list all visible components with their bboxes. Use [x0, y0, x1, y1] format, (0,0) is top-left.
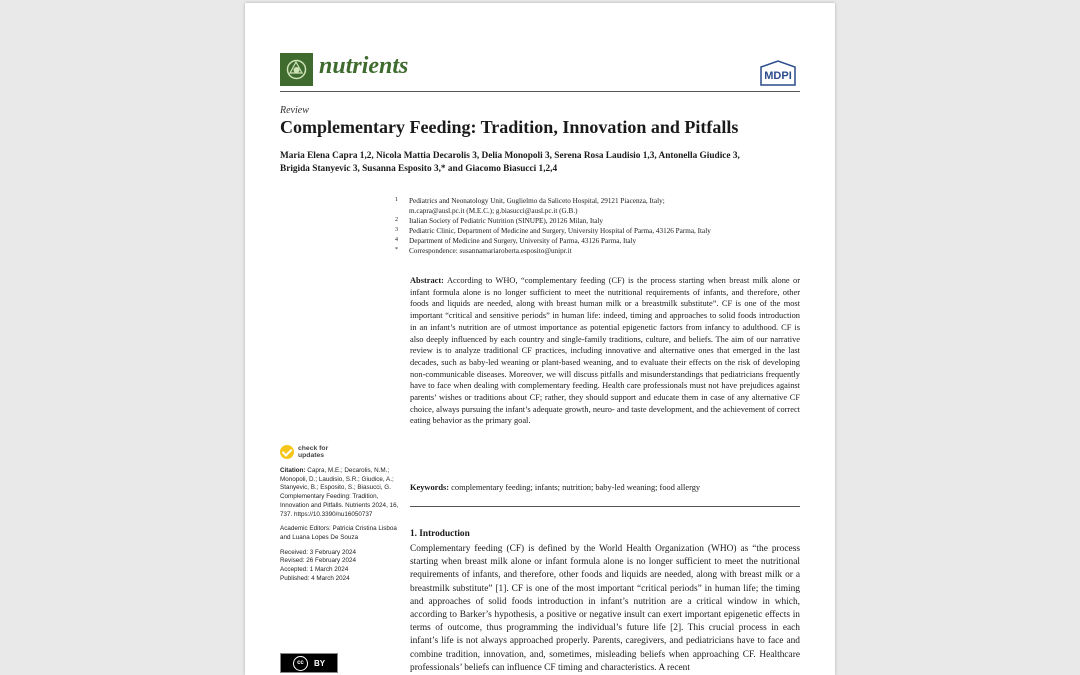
journal-logo-icon: [280, 53, 313, 86]
article-type: Review: [280, 105, 309, 116]
affiliations: [395, 196, 795, 256]
affiliation: 4 Department of Medicine and Surgery, University of Parma, 43126 Parma, Italy: [395, 237, 637, 245]
paper-title: Complementary Feeding: Tradition, Innovation and Pitfalls: [280, 117, 739, 137]
journal-name: nutrients: [319, 53, 409, 79]
academic-editors: Academic Editors: Patricia Cristina Lisboa and Luana Lopes De Souza: [280, 525, 397, 541]
citation: Citation: Capra, M.E.; Decarolis, N.M.; Monopoli, D.; Laudisio, S.R.; Giudice, A.; Stanyevic, B.; Esposito, S.; Biasucci, G. Complementary Feeding: Tradition, Innovation and Pitfalls. Nutrients 2024, 16, 737. https://10.3390/nu16050737: [280, 467, 399, 518]
cc-label: BY: [313, 658, 326, 668]
affiliation: 3 Pediatric Clinic, Department of Medicine and Surgery, University Hospital of Parma, 43126 Parma, Italy: [395, 227, 711, 235]
affiliation-correspondence: * Correspondence: susannamariaroberta.esposito@unipr.it: [395, 247, 572, 255]
received-date: Received: 3 February 2024: [280, 548, 356, 556]
check-line-1: check for: [298, 445, 329, 452]
cc-license-icon[interactable]: cc BY: [280, 653, 338, 673]
affiliation: 2 Italian Society of Pediatric Nutrition (SINUPE), 20126 Milan, Italy: [395, 217, 604, 225]
abstract-text: According to WHO, “complementary feeding (CF) is the process starting when breast milk alone or infant formula alone is no longer sufficient to meet the nutritional requirements of infants, and therefore, other foods and liquids are needed, along with breast human milk or a breastmilk substitute”. CF is one of the most important “critical and sensitive periods” in human life: indeed, timing and approaches to solid foods introduction in an infant’s nutrition are of utmost importance as potential epigenetic factors from infancy to adulthood. CF is also deeply influenced by each country and single-family traditions, culture, and beliefs. The aim of our narrative review is to analyze traditional CF practices, including innovative and alternative ones that emerged in the last decades, such as baby-led weaning or plant-based weaning, and to evaluate their effects on the risk of developing non-communicable diseases. Moreover, we will discuss pitfalls and misunderstandings that pediatricians frequently have to face when dealing with complementary feeding. Health care professionals must not have prejudices against parents’ wishes or traditions about CF; rather, they should support and educate them in case of any alternative CF choice, always pursuing the infant’s adequate growth, neuro- and taste development, and the achievement of correct eating behavior as the primary goal.: [410, 276, 800, 426]
abstract-label: Abstract:: [410, 276, 444, 285]
accepted-date: Accepted: 1 March 2024: [280, 566, 349, 574]
revised-date: Revised: 26 February 2024: [280, 557, 356, 565]
check-line-2: updates: [298, 452, 325, 459]
header-rule: [280, 91, 800, 92]
author-line-2: Brigida Stanyevic 3, Susanna Esposito 3,* and Giacomo Biasucci 1,2,4: [280, 164, 558, 174]
author-list: [280, 150, 800, 176]
keywords-rule: [410, 506, 800, 507]
affiliation: 1 Pediatrics and Neonatology Unit, Guglielmo da Saliceto Hospital, 29121 Piacenza, Italy;: [395, 197, 665, 205]
mdpi-logo-icon: [757, 59, 799, 89]
section-heading: 1. Introduction: [410, 529, 470, 539]
mdpi-label: MDPI: [764, 70, 792, 82]
keywords-text: complementary feeding; infants; nutrition; baby-led weaning; food allergy: [451, 483, 701, 492]
keywords: [410, 483, 800, 492]
abstract: [410, 275, 800, 427]
check-updates-icon: [280, 445, 294, 459]
check-for-updates[interactable]: [280, 445, 400, 459]
published-date: Published: 4 March 2024: [280, 574, 350, 582]
introduction-text: Complementary feeding (CF) is defined by the World Health Organization (WHO) as “the process starting when breast milk alone or infant formula alone is no longer sufficient to meet the nutritional requirements of infants, and therefore, other foods and liquids are needed, along with breast milk or a breastmilk substitute” [1]. CF is one of the most important “critical periods” in human life; the timing and approaches of solid foods introduction in infant’s nutrition are a critical window in which, according to Barker’s hypothesis, a positive or negative insult can exert important epigenetic effects in terms of outcome, thus programming the individual’s future life [2]. This crucial process in each infant’s life is not always approached properly. Parents, caregivers, and pediatricians have to face and combine tradition, innovation, and, sometimes, misleading beliefs when approaching CF. Healthcare professionals’ beliefs can influence CF timing and characteristics. A recent: [410, 544, 800, 673]
paper-page: [245, 3, 835, 675]
sidebar: [280, 445, 400, 583]
keywords-label: Keywords:: [410, 483, 450, 492]
affiliation: m.capra@ausl.pc.it (M.E.C.); g.biasucci@ausl.pc.it (G.B.): [409, 207, 578, 215]
author-line-1: Maria Elena Capra 1,2, Nicola Mattia Decarolis 3, Delia Monopoli 3, Serena Rosa Laudisio 1,3, Antonella Giudice 3,: [280, 151, 740, 161]
